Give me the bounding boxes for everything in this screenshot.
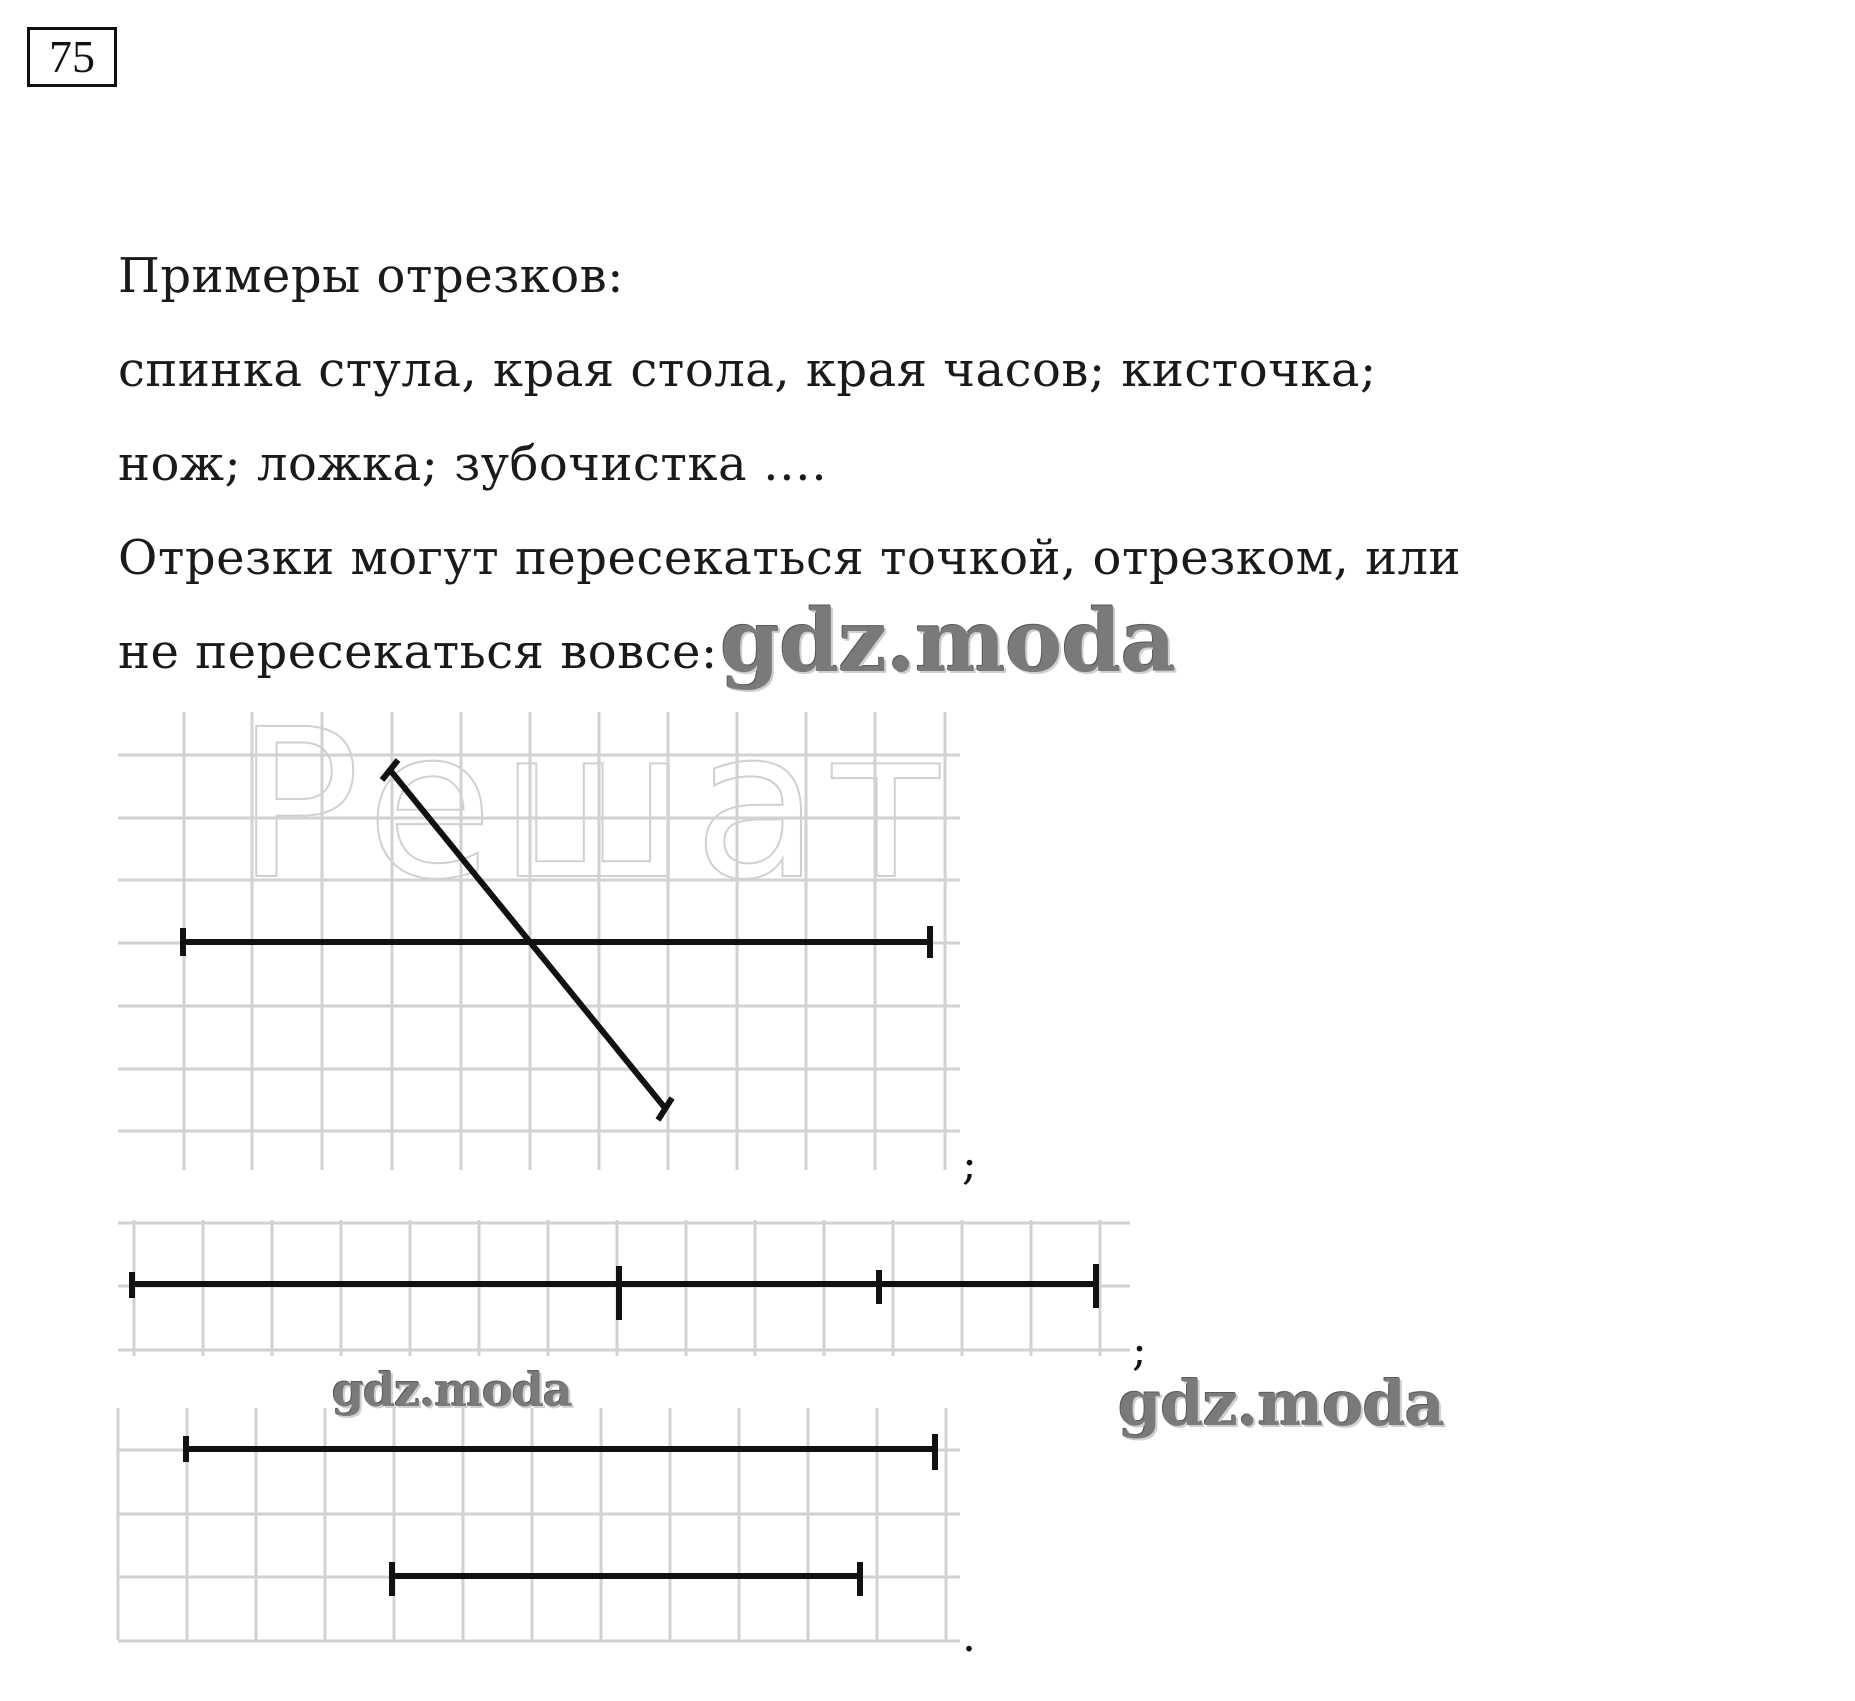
text-line-2: спинка стула, края стола, края часов; кисточка; xyxy=(118,342,1377,398)
figure-2-end-mark: ; xyxy=(1132,1325,1147,1376)
figure-1-segments xyxy=(183,760,930,1120)
figure-3-end-mark: . xyxy=(962,1611,976,1662)
text-line-1: Примеры отрезков: xyxy=(118,248,624,304)
figure-1-end-mark: ; xyxy=(962,1139,977,1190)
brand-watermark-medium: gdz.moda xyxy=(1118,1367,1444,1440)
grid-3 xyxy=(118,1408,960,1641)
task-number: 75 xyxy=(27,27,117,87)
brand-watermark-large: gdz.moda xyxy=(720,591,1176,692)
figure-2-segments xyxy=(132,1264,1096,1320)
outline-watermark: Решат xyxy=(236,685,952,925)
brand-watermark-small: gdz.moda xyxy=(332,1363,572,1417)
text-line-4: Отрезки могут пересекаться точкой, отрезком, или xyxy=(118,530,1462,586)
grid-2 xyxy=(118,1220,1130,1356)
text-line-5: не пересекаться вовсе: xyxy=(118,624,718,680)
text-line-3: нож; ложка; зубочистка …. xyxy=(118,436,828,492)
